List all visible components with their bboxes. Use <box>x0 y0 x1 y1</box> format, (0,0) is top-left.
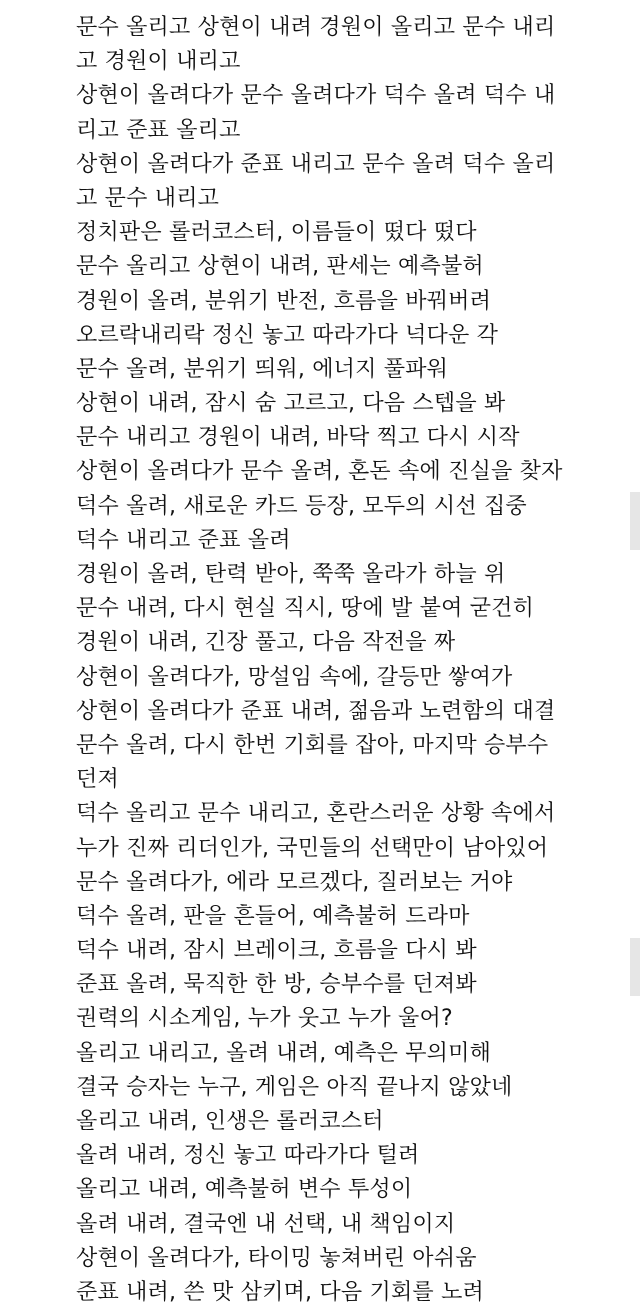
lyric-line: 상현이 올려다가 문수 올려다가 덕수 올려 덕수 내 <box>76 83 556 109</box>
lyric-line: 누가 진짜 리더인가, 국민들의 선택만이 남아있어 <box>76 835 549 861</box>
lyric-line: 준표 내려, 쓴 맛 삼키며, 다음 기회를 노려 <box>76 1279 484 1305</box>
lyric-line: 덕수 올려, 새로운 카드 등장, 모두의 시선 집중 <box>76 493 527 519</box>
lyric-line: 권력의 시소게임, 누가 웃고 누가 울어? <box>76 1006 453 1032</box>
lyric-line: 덕수 내려, 잠시 브레이크, 흐름을 다시 봐 <box>76 938 477 964</box>
lyrics-text <box>76 11 624 1310</box>
lyric-line: 상현이 올려다가, 타이밍 놓쳐버린 아쉬움 <box>76 1245 477 1271</box>
lyric-line: 던져 <box>76 767 119 793</box>
lyric-line: 오르락내리락 정신 놓고 따라가다 넉다운 각 <box>76 322 499 348</box>
lyric-line: 상현이 올려다가 준표 내리고 문수 올려 덕수 올리 <box>76 151 556 177</box>
lyric-line: 올려 내려, 정신 놓고 따라가다 털려 <box>76 1143 420 1169</box>
lyric-line: 문수 올려다가, 에라 모르겠다, 질러보는 거야 <box>76 869 513 895</box>
scroll-indicator <box>630 938 640 996</box>
lyric-line: 덕수 올리고 문수 내리고, 혼란스러운 상황 속에서 <box>76 801 556 827</box>
lyric-line: 준표 올려, 묵직한 한 방, 승부수를 던져봐 <box>76 972 477 998</box>
lyric-line: 정치판은 롤러코스터, 이름들이 떴다 떴다 <box>76 220 477 246</box>
lyric-line: 상현이 올려다가 문수 올려, 혼돈 속에 진실을 찾자 <box>76 459 563 485</box>
lyric-line: 문수 올려, 분위기 띄워, 에너지 풀파워 <box>76 356 449 382</box>
lyric-line: 결국 승자는 누구, 게임은 아직 끝나지 않았네 <box>76 1074 513 1100</box>
lyric-line: 문수 올리고 상현이 내려, 판세는 예측불허 <box>76 254 484 280</box>
lyric-line: 올리고 내려, 예측불허 변수 투성이 <box>76 1177 413 1203</box>
lyric-line: 고 경원이 내리고 <box>76 49 241 75</box>
lyric-line: 상현이 올려다가, 망설임 속에, 갈등만 쌓여가 <box>76 664 513 690</box>
lyric-line: 고 문수 내리고 <box>76 185 220 211</box>
scroll-indicator <box>630 492 640 550</box>
lyric-line: 올리고 내리고, 올려 내려, 예측은 무의미해 <box>76 1040 492 1066</box>
lyric-line: 상현이 올려다가 준표 내려, 젊음과 노련함의 대결 <box>76 698 556 724</box>
lyric-line: 문수 올리고 상현이 내려 경원이 올리고 문수 내리 <box>76 15 556 40</box>
lyric-line: 리고 준표 올리고 <box>76 117 241 143</box>
lyric-line: 경원이 올려, 탄력 받아, 쭉쭉 올라가 하늘 위 <box>76 562 506 587</box>
lyric-line: 경원이 내려, 긴장 풀고, 다음 작전을 짜 <box>76 630 456 656</box>
lyric-line: 문수 올려, 다시 한번 기회를 잡아, 마지막 승부수 <box>76 732 549 758</box>
lyric-line: 덕수 내리고 준표 올려 <box>76 527 291 553</box>
lyric-line: 문수 내려, 다시 현실 직시, 땅에 발 붙여 굳건히 <box>76 596 535 622</box>
lyric-line: 문수 내리고 경원이 내려, 바닥 찍고 다시 시작 <box>76 425 520 451</box>
lyric-line: 경원이 올려, 분위기 반전, 흐름을 바꿔버려 <box>76 288 492 314</box>
lyric-line: 올려 내려, 결국엔 내 선택, 내 책임이지 <box>76 1211 456 1237</box>
lyric-line: 덕수 올려, 판을 흔들어, 예측불허 드라마 <box>76 903 470 929</box>
lyric-line: 올리고 내려, 인생은 롤러코스터 <box>76 1109 384 1134</box>
lyric-line: 상현이 내려, 잠시 숨 고르고, 다음 스텝을 봐 <box>76 391 506 417</box>
